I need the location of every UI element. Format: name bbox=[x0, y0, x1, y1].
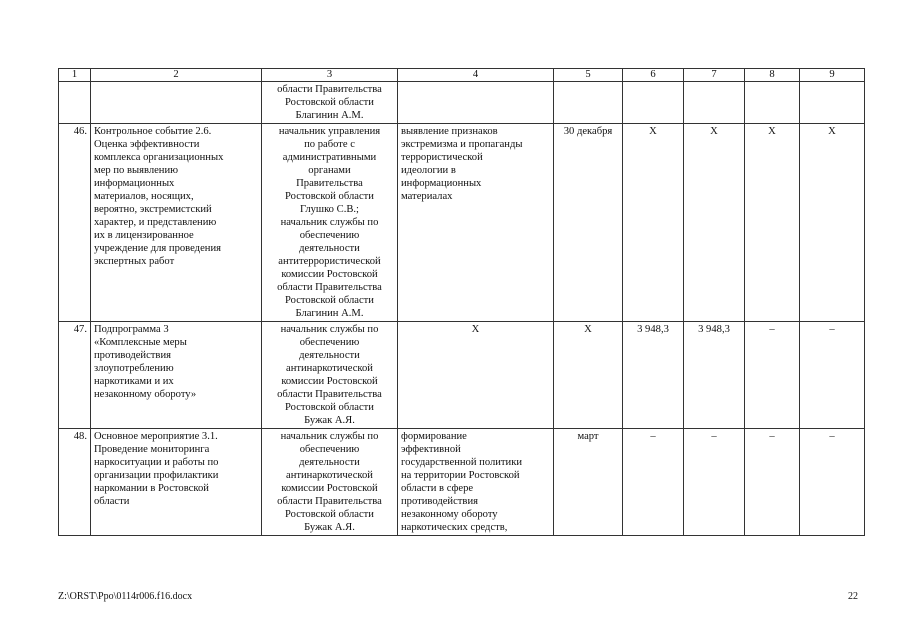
value-col8: Х bbox=[745, 124, 800, 322]
value-col8: – bbox=[745, 322, 800, 429]
value-col7: Х bbox=[684, 124, 745, 322]
col-header-1: 1 bbox=[59, 69, 91, 82]
expected-result: выявление признаков экстремизма и пропаганды террористической идеологии в информационных материалах bbox=[398, 124, 554, 322]
col-header-3: 3 bbox=[262, 69, 398, 82]
deadline: Х bbox=[554, 322, 623, 429]
responsible-executor: начальник службы по обеспечению деятельности антинаркотической комиссии Ростовской области Правительства Ростовской области Бужак А.Я. bbox=[262, 429, 398, 536]
responsible-executor: начальник службы по обеспечению деятельности антинаркотической комиссии Ростовской области Правительства Ростовской области Бужак А.Я. bbox=[262, 322, 398, 429]
value-col6: 3 948,3 bbox=[623, 322, 684, 429]
value-col7: – bbox=[684, 429, 745, 536]
value-col6: – bbox=[623, 429, 684, 536]
measure-name: Основное мероприятие 3.1. Проведение мониторинга наркоситуации и работы по организации профилактики наркомании в Ростовской области bbox=[91, 429, 262, 536]
value-col9: – bbox=[800, 429, 865, 536]
value-col8: – bbox=[745, 429, 800, 536]
measure-name: Контрольное событие 2.6. Оценка эффективности комплекса организационных мер по выявлению информационных материалов, носящих, вероятно, экстремистский характер, и представлению их в лицензированное учреждение для проведения экспертных работ bbox=[91, 124, 262, 322]
expected-result: Х bbox=[398, 322, 554, 429]
col-header-7: 7 bbox=[684, 69, 745, 82]
measure-name: Подпрограмма 3 «Комплексные меры противодействия злоупотреблению наркотиками и их незаконному обороту» bbox=[91, 322, 262, 429]
row-number: 47. bbox=[59, 322, 91, 429]
continuation-responsible: области Правительства Ростовской области Благинин А.М. bbox=[262, 82, 398, 124]
row-number: 46. bbox=[59, 124, 91, 322]
col-header-8: 8 bbox=[745, 69, 800, 82]
file-path: Z:\ORST\Ppo\0114r006.f16.docx bbox=[58, 591, 193, 602]
col-header-6: 6 bbox=[623, 69, 684, 82]
deadline: март bbox=[554, 429, 623, 536]
continuation-row bbox=[59, 82, 865, 124]
col-header-5: 5 bbox=[554, 69, 623, 82]
value-col9: Х bbox=[800, 124, 865, 322]
table-row bbox=[59, 429, 865, 536]
value-col7: 3 948,3 bbox=[684, 322, 745, 429]
value-col6: Х bbox=[623, 124, 684, 322]
col-header-2: 2 bbox=[91, 69, 262, 82]
page-number: 22 bbox=[848, 591, 858, 602]
responsible-executor: начальник управления по работе с административными органами Правительства Ростовской области Глушко С.В.; начальник службы по обеспечению деятельности антитеррористической комиссии Ростовской области Правительства Ростовской области Благинин А.М. bbox=[262, 124, 398, 322]
plan-table bbox=[58, 68, 865, 536]
deadline: 30 декабря bbox=[554, 124, 623, 322]
col-header-4: 4 bbox=[398, 69, 554, 82]
row-number: 48. bbox=[59, 429, 91, 536]
expected-result: формирование эффективной государственной политики на территории Ростовской области в сфере противодействия незаконному обороту наркотических средств, bbox=[398, 429, 554, 536]
col-header-9: 9 bbox=[800, 69, 865, 82]
table-row bbox=[59, 322, 865, 429]
table-row bbox=[59, 124, 865, 322]
column-number-row bbox=[59, 69, 865, 82]
value-col9: – bbox=[800, 322, 865, 429]
